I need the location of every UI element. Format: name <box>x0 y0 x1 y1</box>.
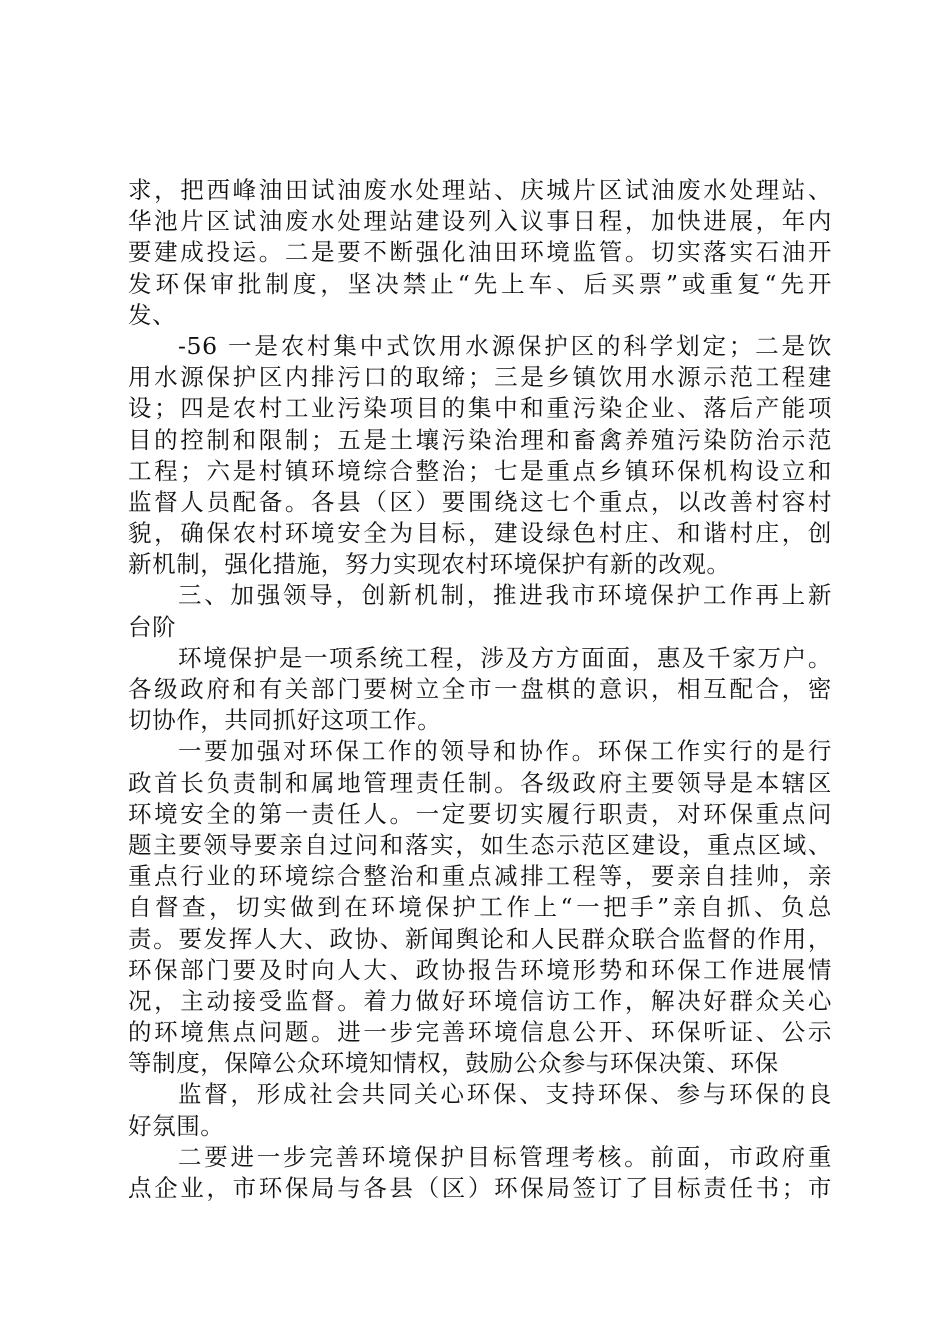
text-line: 环境保护是一项系统工程，涉及方方面面，惠及千家万户。 <box>178 643 832 672</box>
text-line: 政首长负责制和属地管理责任制。各级政府主要领导是本辖区 <box>128 768 832 797</box>
text-line: 三、加强领导，创新机制，推进我市环境保护工作再上新 <box>178 581 832 610</box>
text-line: 一要加强对环保工作的领导和协作。环保工作实行的是行 <box>178 737 832 766</box>
text-line: -56 一是农村集中式饮用水源保护区的科学划定；二是饮 <box>178 331 832 360</box>
text-line: 发、 <box>128 300 177 329</box>
text-line: 新机制，强化措施，努力实现农村环境保护有新的改观。 <box>128 550 731 579</box>
text-line: 工程；六是村镇环境综合整治；七是重点乡镇环保机构设立和 <box>128 456 832 485</box>
text-line: 用水源保护区内排污口的取缔；三是乡镇饮用水源示范工程建 <box>128 363 832 392</box>
text-line: 好氛围。 <box>128 1111 225 1140</box>
text-line: 求，把西峰油田试油废水处理站、庆城片区试油废水处理站、 <box>128 176 832 204</box>
text-line: 责。要发挥人大、政协、新闻舆论和人民群众联合监督的作用， <box>128 924 832 953</box>
text-line: 环境安全的第一责任人。一定要切实履行职责，对环保重点问 <box>128 799 832 828</box>
text-line: 切协作，共同抓好这项工作。 <box>128 706 442 735</box>
text-line: 监督人员配备。各县（区）要围绕这七个重点，以改善村容村 <box>128 487 832 516</box>
text-line: 貌，确保农村环境安全为目标，建设绿色村庄、和谐村庄，创 <box>128 519 832 548</box>
text-line: 各级政府和有关部门要树立全市一盘棋的意识，相互配合，密 <box>128 675 832 703</box>
text-line: 华池片区试油废水处理站建设列入议事日程，加快进展，年内 <box>128 207 832 236</box>
text-line: 台阶 <box>128 612 177 641</box>
document-body <box>128 175 832 1204</box>
text-line: 监督，形成社会共同关心环保、支持环保、参与环保的良 <box>178 1080 832 1109</box>
text-line: 题主要领导要亲自过问和落实，如生态示范区建设，重点区域、 <box>128 830 832 859</box>
text-line: 况，主动接受监督。着力做好环境信访工作，解决好群众关心 <box>128 986 832 1015</box>
text-line: 自督查，切实做到在环境保护工作上“一把手”亲自抓、负总 <box>128 893 832 922</box>
text-line: 发环保审批制度，坚决禁止“先上车、后买票”或重复“先开 <box>128 269 832 298</box>
text-line: 设；四是农村工业污染项目的集中和重污染企业、落后产能项 <box>128 394 832 423</box>
text-line: 环保部门要及时向人大、政协报告环境形势和环保工作进展情 <box>128 955 832 984</box>
text-line: 二要进一步完善环境保护目标管理考核。前面，市政府重 <box>178 1142 832 1171</box>
text-line: 目的控制和限制；五是土壤污染治理和畜禽养殖污染防治示范 <box>128 425 832 454</box>
text-line: 要建成投运。二是要不断强化油田环境监管。切实落实石油开 <box>128 238 832 267</box>
text-line: 点企业，市环保局与各县（区）环保局签订了目标责任书；市 <box>128 1174 832 1202</box>
text-line: 重点行业的环境综合整治和重点减排工程等，要亲自挂帅，亲 <box>128 862 832 891</box>
text-line: 的环境焦点问题。进一步完善环境信息公开、环保听证、公示 <box>128 1018 832 1047</box>
text-line: 等制度，保障公众环境知情权，鼓励公众参与环保决策、环保 <box>128 1049 779 1078</box>
